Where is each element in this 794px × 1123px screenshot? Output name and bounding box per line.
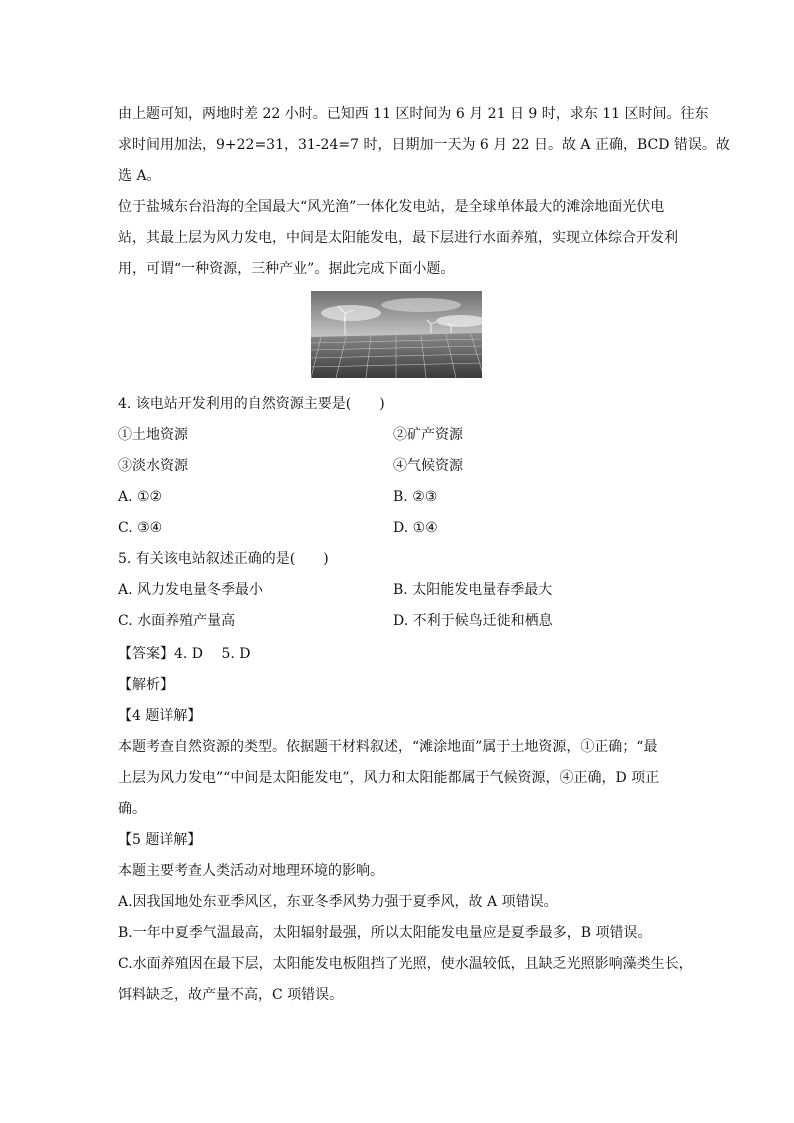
q5-option-a: A. 风力发电量冬季最小 (118, 582, 264, 598)
detail-5-heading: 【5 题详解】 (118, 832, 202, 848)
q4-option-b: B. ②③ (393, 489, 438, 505)
q4-option-a: A. ①② (118, 489, 163, 505)
q5-option-d: D. 不利于候鸟迁徙和栖息 (393, 613, 553, 629)
q4-option-d: D. ①④ (393, 520, 438, 536)
intro-line-1: 由上题可知，两地时差 22 小时。已知西 11 区时间为 6 月 21 日 9 时，求东 11 区时间。往东 (118, 106, 709, 122)
detail-5-line-1: 本题主要考查人类活动对地理环境的影响。 (118, 863, 384, 879)
material-line-3: 用，可谓“一种资源，三种产业”。据此完成下面小题。 (118, 261, 455, 277)
q4-item-1: ①土地资源 (118, 427, 188, 443)
q5-option-b: B. 太阳能发电量春季最大 (393, 582, 553, 598)
q4-item-4: ④气候资源 (393, 458, 463, 474)
intro-line-2: 求时间用加法，9+22=31，31-24=7 时，日期加一天为 6 月 22 日。故 A 正确，BCD 错误。故 (118, 137, 730, 153)
solar-farm-photo (311, 291, 482, 378)
detail-5-line-4: C.水面养殖因在最下层，太阳能发电板阻挡了光照，使水温较低，且缺乏光照影响藻类生长， (118, 956, 693, 972)
detail-4-line-2: 上层为风力发电”“中间是太阳能发电”，风力和太阳能都属于气候资源，④正确，D 项正 (118, 770, 660, 786)
detail-5-line-3: B.一年中夏季气温最高，太阳辐射最强，所以太阳能发电量应是夏季最多，B 项错误。 (118, 925, 652, 941)
detail-5-line-5: 饵料缺乏，故产量不高，C 项错误。 (118, 987, 344, 1003)
detail-4-line-1: 本题考查自然资源的类型。依据题干材料叙述，“滩涂地面”属于土地资源，①正确；“最 (118, 739, 658, 755)
material-line-2: 站，其最上层为风力发电，中间是太阳能发电，最下层进行水面养殖，实现立体综合开发利 (118, 230, 678, 246)
q4-item-3: ③淡水资源 (118, 458, 188, 474)
answer-line: 【答案】4. D 5. D (118, 646, 251, 662)
question-5-stem: 5. 有关该电站叙述正确的是( ) (118, 551, 329, 567)
q4-item-2: ②矿产资源 (393, 427, 463, 443)
detail-5-line-2: A.因我国地处东亚季风区，东亚冬季风势力强于夏季风，故 A 项错误。 (118, 894, 558, 910)
detail-4-heading: 【4 题详解】 (118, 708, 202, 724)
q4-option-c: C. ③④ (118, 520, 163, 536)
q5-option-c: C. 水面养殖产量高 (118, 613, 236, 629)
detail-4-line-3: 确。 (118, 801, 146, 817)
material-line-1: 位于盐城东台沿海的全国最大“风光渔”一体化发电站，是全球单体最大的滩涂地面光伏电 (118, 199, 665, 215)
analysis-heading: 【解析】 (118, 677, 174, 693)
intro-line-3: 选 A。 (118, 168, 161, 184)
question-4-stem: 4. 该电站开发利用的自然资源主要是( ) (118, 396, 385, 412)
